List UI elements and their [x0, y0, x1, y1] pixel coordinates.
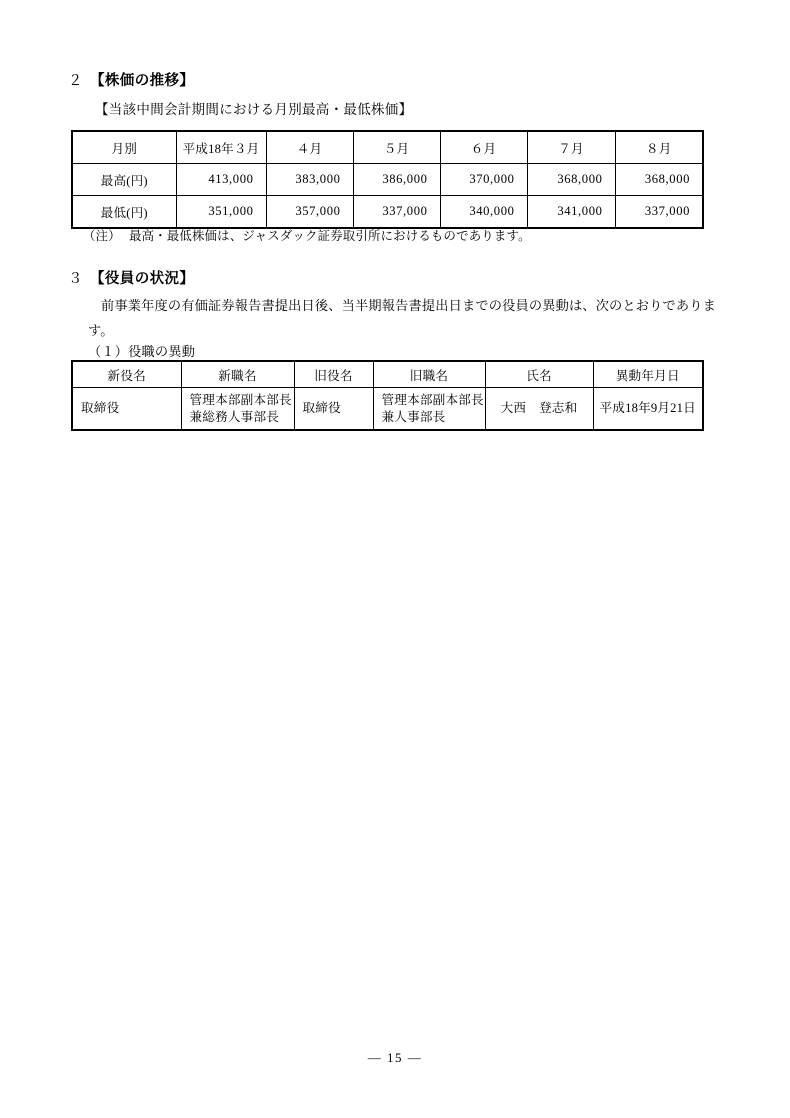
column-header-month-6: ６月	[440, 131, 527, 164]
page-number: — 15 —	[367, 1050, 423, 1065]
column-header-new-position: 新職名	[181, 361, 294, 388]
section-title: 【株価の推移】	[90, 73, 195, 89]
column-header-month-8: ８月	[615, 131, 703, 164]
officers-paragraph: 前事業年度の有価証券報告書提出日後、当半期報告書提出日までの役員の異動は、次のとおりであります。	[88, 298, 716, 338]
table-header-row	[72, 131, 703, 164]
cell-new-position	[181, 388, 294, 431]
list-label-position-changes: （１）役職の異動	[88, 344, 196, 359]
cell-old-position-line2: 兼人事部長	[381, 409, 446, 424]
column-header-new-title: 新役名	[72, 361, 181, 388]
sub-heading-monthly-high-low: 【当該中間会計期間における月別最高・最低株価】	[95, 102, 413, 117]
officer-change-table	[71, 360, 704, 431]
note-label: （注）	[83, 229, 121, 243]
section-number: ３	[68, 271, 83, 287]
column-header-name: 氏名	[485, 361, 593, 388]
cell-high-month-8: 368,000	[615, 164, 703, 196]
note-text: 最高・最低株価は、ジャスダック証券取引所におけるものであります。	[129, 229, 531, 243]
cell-high-month-3: 413,000	[176, 164, 266, 196]
section-title: 【役員の状況】	[90, 271, 195, 287]
row-label-high: 最高(円)	[72, 164, 176, 196]
section-heading-stock-price	[68, 74, 194, 89]
row-label-low: 最低(円)	[72, 196, 176, 229]
stock-price-table	[71, 130, 704, 229]
cell-low-month-8: 337,000	[615, 196, 703, 229]
cell-name: 大西 登志和	[485, 388, 593, 431]
cell-high-month-6: 370,000	[440, 164, 527, 196]
cell-high-month-5: 386,000	[353, 164, 440, 196]
section-number: ２	[68, 73, 83, 89]
column-header-month-5: ５月	[353, 131, 440, 164]
cell-low-month-5: 337,000	[353, 196, 440, 229]
column-header-month-4: ４月	[266, 131, 353, 164]
cell-new-position-line1: 管理本部副本部長	[189, 392, 292, 407]
column-header-month: 月別	[72, 131, 176, 164]
column-header-old-title: 旧役名	[294, 361, 373, 388]
table-row	[72, 388, 703, 431]
column-header-month-3: 平成18年３月	[176, 131, 266, 164]
table-row	[72, 196, 703, 229]
column-header-month-7: ７月	[527, 131, 615, 164]
cell-low-month-6: 340,000	[440, 196, 527, 229]
stock-price-note	[83, 230, 531, 242]
column-header-change-date: 異動年月日	[593, 361, 703, 388]
table-row	[72, 164, 703, 196]
cell-low-month-3: 351,000	[176, 196, 266, 229]
cell-change-date: 平成18年9月21日	[593, 388, 703, 431]
cell-new-position-line2: 兼総務人事部長	[189, 409, 280, 424]
section-heading-officers	[68, 272, 194, 287]
column-header-old-position: 旧職名	[373, 361, 485, 388]
cell-old-position-line1: 管理本部副本部長	[381, 392, 484, 407]
cell-low-month-7: 341,000	[527, 196, 615, 229]
cell-new-title: 取締役	[72, 388, 181, 431]
cell-old-position	[373, 388, 485, 431]
cell-high-month-7: 368,000	[527, 164, 615, 196]
table-header-row	[72, 361, 703, 388]
cell-old-title: 取締役	[294, 388, 373, 431]
cell-low-month-4: 357,000	[266, 196, 353, 229]
cell-high-month-4: 383,000	[266, 164, 353, 196]
